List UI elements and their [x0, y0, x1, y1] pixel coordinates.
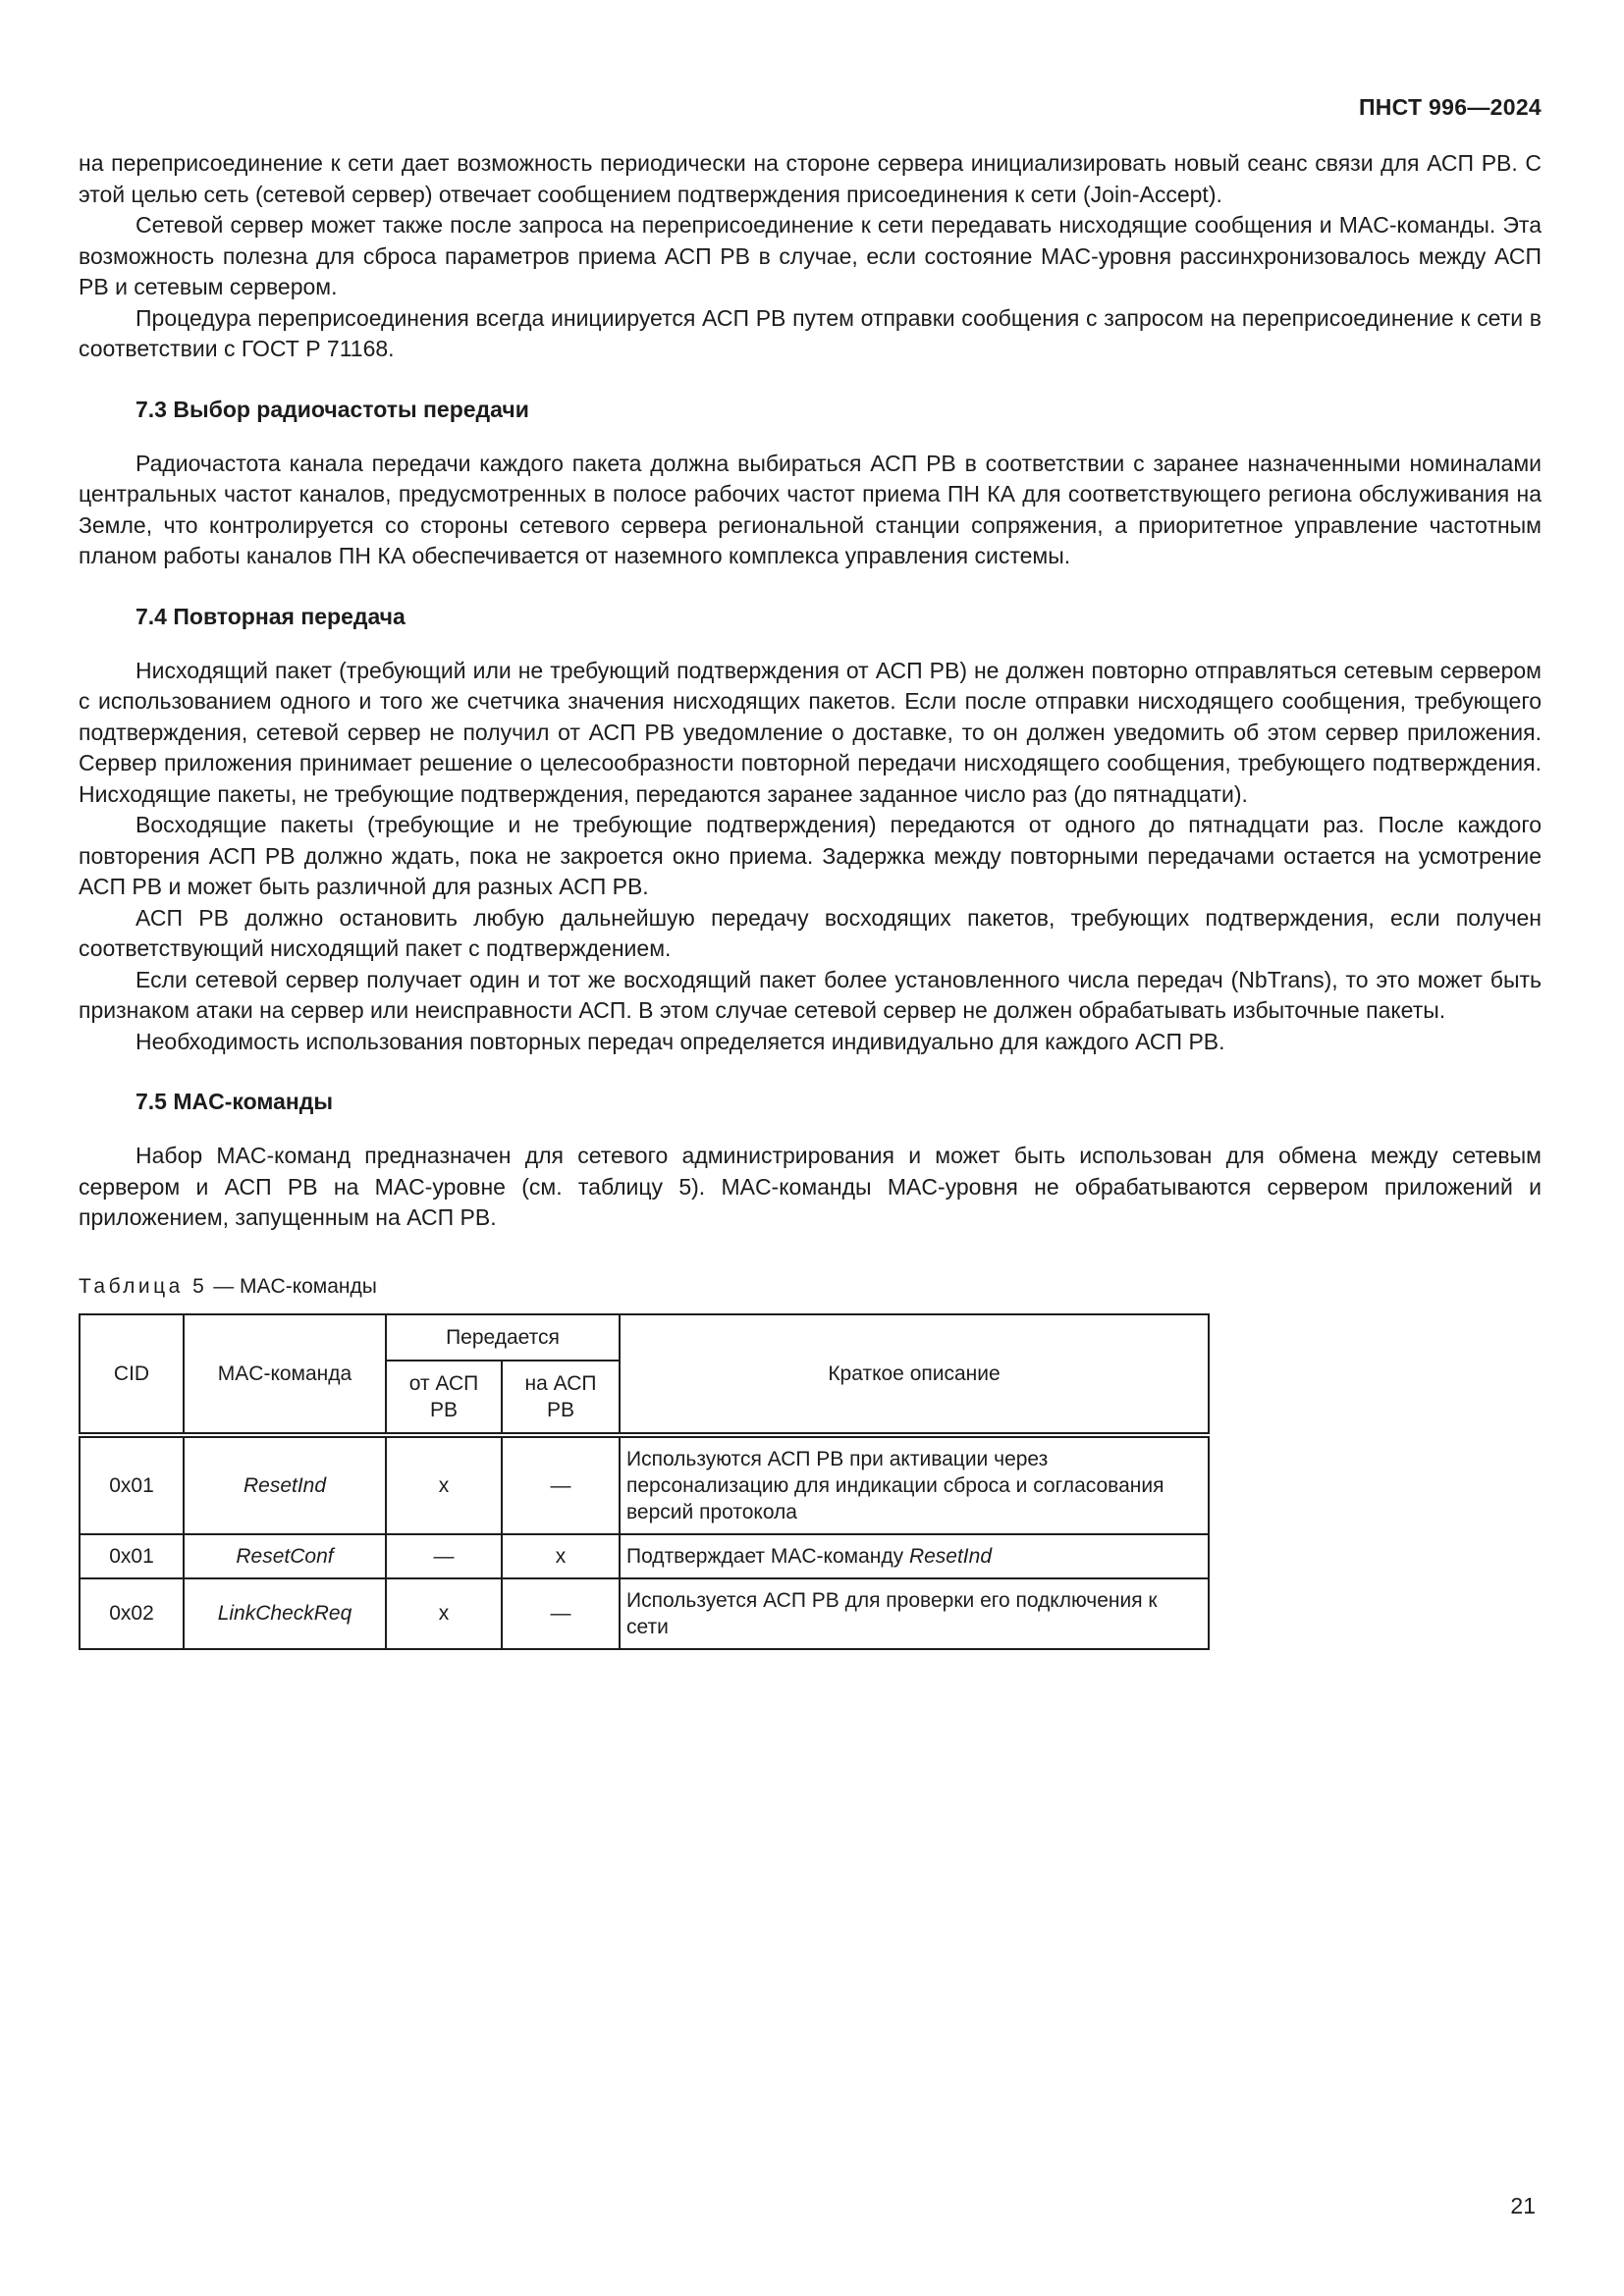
cell-cid: 0x01: [80, 1435, 184, 1534]
table-head: [80, 1314, 1209, 1435]
page-number: 21: [1510, 2193, 1536, 2218]
table-caption: [79, 1273, 1542, 1300]
cell-to: —: [502, 1435, 620, 1534]
cell-from: —: [386, 1534, 502, 1578]
table-row-resetconf: [80, 1534, 1209, 1578]
cell-command: ResetInd: [184, 1435, 386, 1534]
column-header-description: Краткое описание: [620, 1314, 1209, 1435]
table-caption-label: Таблица 5: [79, 1274, 208, 1298]
paragraph-radio-frequency: Радиочастота канала передачи каждого пакета должна выбираться АСП РВ в соответствии с заранее назначенными номиналами центральных частот каналов, предусмотренных в полосе рабочих частот приема ПН КА для соответствующего региона обслуживания на Земле, что контролируется со стороны сетевого сервера региональной станции сопряжения, а приоритетное управление частотным планом работы каналов ПН КА обеспечивается от наземного комплекса управления системы.: [79, 450, 1542, 568]
cell-from: x: [386, 1435, 502, 1534]
paragraph-join-accept: на переприсоединение к сети дает возможность периодически на стороне сервера инициализировать новый сеанс связи для АСП РВ. С этой целью сеть (сетевой сервер) отвечает сообщением подтверждения присоединения к сети (Join-Accept).: [79, 150, 1542, 207]
body-text: [79, 148, 1542, 1234]
section-heading-7-5: 7.5 MAC-команды: [135, 1089, 333, 1114]
section-heading-7-3: 7.3 Выбор радиочастоты передачи: [135, 396, 529, 422]
description-text: Подтверждает MAC-команду: [626, 1544, 909, 1568]
section-heading-7-4: 7.4 Повторная передача: [135, 603, 406, 629]
paragraph-mac-commands-intro: Набор MAC-команд предназначен для сетевого администрирования и может быть использован для обмена между сетевым сервером и АСП РВ на MAC-уровне (см. таблицу 5). MAC-команды MAC-уровня не обрабатываются сервером приложений и приложением, запущенным на АСП РВ.: [79, 1143, 1542, 1230]
column-header-command: MAC-команда: [184, 1314, 386, 1435]
column-header-to-asp: на АСП РВ: [502, 1361, 620, 1435]
column-header-cid: CID: [80, 1314, 184, 1435]
paragraph-uplink-retransmission: Восходящие пакеты (требующие и не требующие подтверждения) передаются от одного до пятнадцати раз. После каждого повторения АСП РВ должно ждать, пока не закроется окно приема. Задержка между повторными передачами остается на усмотрение АСП РВ и может быть различной для разных АСП РВ.: [79, 812, 1542, 899]
cell-description: [620, 1534, 1209, 1578]
table-row-linkcheckreq: [80, 1578, 1209, 1649]
cell-to: —: [502, 1578, 620, 1649]
table-header-row-1: [80, 1314, 1209, 1361]
cell-from: x: [386, 1578, 502, 1649]
paragraph-retransmission-need: Необходимость использования повторных передач определяется индивидуально для каждого АСП РВ.: [135, 1028, 1225, 1054]
cell-description: Используются АСП РВ при активации через персонализацию для индикации сброса и согласования версий протокола: [620, 1435, 1209, 1534]
mac-commands-table: [79, 1313, 1210, 1650]
cell-command: LinkCheckReq: [184, 1578, 386, 1649]
cell-cid: 0x02: [80, 1578, 184, 1649]
paragraph-downlink-retransmission: Нисходящий пакет (требующий или не требующий подтверждения от АСП РВ) не должен повторно отправляться сетевым сервером с использованием одного и того же счетчика значения нисходящих пакетов. Если после отправки нисходящего сообщения, требующего подтверждения, сетевой сервер не получил от АСП РВ уведомление о доставке, то он должен уведомить об этом сервер приложения. Сервер приложения принимает решение о целесообразности повторной передачи нисходящего сообщения, требующего подтверждения. Нисходящие пакеты, не требующие подтверждения, передаются заранее заданное число раз (до пятнадцати).: [79, 657, 1542, 807]
running-header: ПНСТ 996—2024: [1358, 94, 1542, 120]
paragraph-stop-transmission: АСП РВ должно остановить любую дальнейшую передачу восходящих пакетов, требующих подтверждения, если получен соответствующий нисходящий пакет с подтверждением.: [79, 904, 1542, 961]
cell-to: x: [502, 1534, 620, 1578]
description-command-ref: ResetInd: [908, 1544, 993, 1568]
table-body: [80, 1435, 1209, 1649]
cell-description: Используется АСП РВ для проверки его подключения к сети: [620, 1578, 1209, 1649]
paragraph-nbtrans: Если сетевой сервер получает один и тот же восходящий пакет более установленного числа передач (NbTrans), то это может быть признаком атаки на сервер или неисправности АСП. В этом случае сетевой сервер не должен обрабатывать избыточные пакеты.: [79, 966, 1542, 1023]
column-header-from-asp: от АСП РВ: [386, 1361, 502, 1435]
cell-cid: 0x01: [80, 1534, 184, 1578]
table-row-resetind: [80, 1435, 1209, 1534]
paragraph-rejoin-procedure: Процедура переприсоединения всегда инициируется АСП РВ путем отправки сообщения с запросом на переприсоединение к сети в соответствии с ГОСТ Р 71168.: [79, 304, 1542, 361]
paragraph-network-server: Сетевой сервер может также после запроса на переприсоединение к сети передавать нисходящие сообщения и MAC-команды. Эта возможность полезна для сброса параметров приема АСП РВ в случае, если состояние MAC-уровня рассинхронизовалось между АСП РВ и сетевым сервером.: [79, 212, 1542, 299]
table-caption-title: — MAC-команды: [213, 1274, 377, 1298]
cell-command: ResetConf: [184, 1534, 386, 1578]
column-header-transmitted: Передается: [386, 1314, 620, 1361]
